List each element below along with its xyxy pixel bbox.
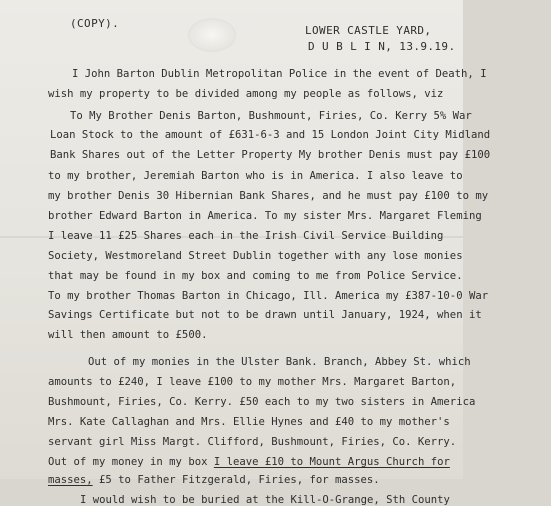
text-line: I leave 11 £25 Shares each in the Irish Civil Service Building xyxy=(48,230,444,242)
text-line: Out of my monies in the Ulster Bank. Branch, Abbey St. which xyxy=(88,356,471,368)
location-line: LOWER CASTLE YARD, xyxy=(305,24,432,37)
text-line: Bank Shares out of the Letter Property My brother Denis must pay £100 xyxy=(50,149,491,161)
text-line: Savings Certificate but not to be drawn until January, 1924, when it xyxy=(48,309,482,321)
text-line xyxy=(48,474,511,486)
city-date-line: D U B L I N, 13.9.19. xyxy=(308,40,456,53)
text-line: servant girl Miss Margt. Clifford, Bushmount, Firies, Co. Kerry. xyxy=(48,436,457,448)
text-line: Mrs. Kate Callaghan and Mrs. Ellie Hynes and £40 to my mother's xyxy=(48,416,450,428)
underlined-masses: masses, xyxy=(48,474,93,486)
text-line: wish my property to be divided among my people as follows, viz xyxy=(48,88,444,100)
text-line: to my brother, Jeremiah Barton who is in America. I also leave to xyxy=(48,170,463,182)
text-line: To My Brother Denis Barton, Bushmount, Firies, Co. Kerry 5% War xyxy=(70,110,472,122)
text-line: I would wish to be buried at the Kill-O-Grange, Sth County xyxy=(80,494,450,506)
text-line: brother Edward Barton in America. To my sister Mrs. Margaret Fleming xyxy=(48,210,482,222)
text-line xyxy=(48,456,511,468)
text-segment: Out of my money in my box xyxy=(48,456,208,468)
text-line: Loan Stock to the amount of £631-6-3 and 15 London Joint City Midland xyxy=(50,129,491,141)
text-line: will then amount to £500. xyxy=(48,329,208,341)
text-line: amounts to £240, I leave £100 to my mother Mrs. Margaret Barton, xyxy=(48,376,457,388)
underlined-bequest: I leave £10 to Mount Argus Church for xyxy=(213,456,450,468)
text-line: To my brother Thomas Barton in Chicago, Ill. America my £387-10-0 War xyxy=(48,290,489,302)
text-line: that may be found in my box and coming to me from Police Service. xyxy=(48,270,463,282)
text-segment: £5 to Father Fitzgerald, Firies, for masses. xyxy=(99,474,380,486)
embossed-seal xyxy=(188,18,236,52)
copy-mark: (COPY). xyxy=(70,17,120,30)
text-line: I John Barton Dublin Metropolitan Police in the event of Death, I xyxy=(72,68,487,80)
text-line: Bushmount, Firies, Co. Kerry. £50 each to my two sisters in America xyxy=(48,396,476,408)
text-line: my brother Denis 30 Hibernian Bank Shares, and he must pay £100 to my xyxy=(48,190,489,202)
text-line: Society, Westmoreland Street Dublin together with any lose monies xyxy=(48,250,463,262)
